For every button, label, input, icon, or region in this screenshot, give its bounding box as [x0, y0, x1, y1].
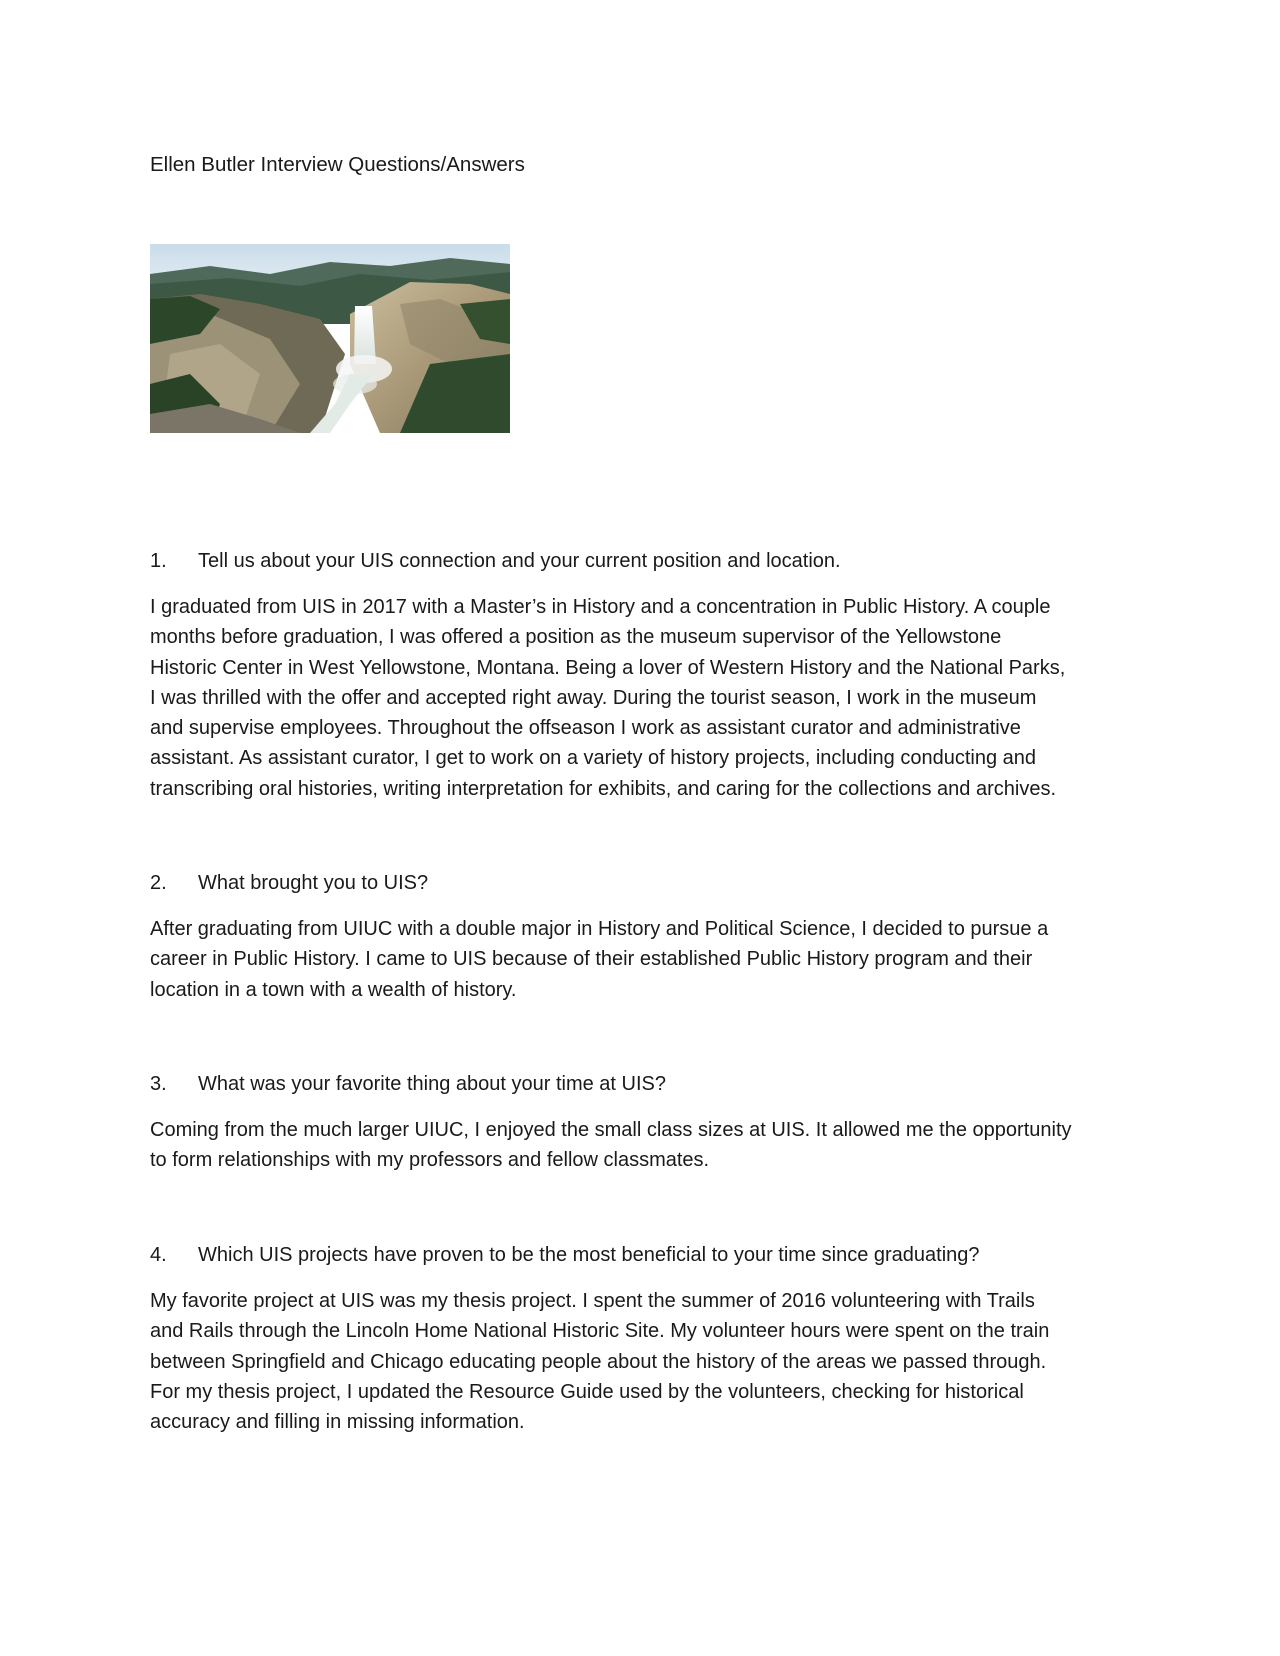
question-text: What was your favorite thing about your time at UIS?: [198, 1073, 666, 1095]
question-2: [150, 868, 1150, 898]
answer-line: transcribing oral histories, writing interpretation for exhibits, and caring for the collections and archives.: [150, 777, 1056, 800]
question-number: 3.: [150, 1073, 167, 1095]
question-text: Which UIS projects have proven to be the most beneficial to your time since graduating?: [198, 1244, 980, 1266]
answer-line: between Springfield and Chicago educating people about the history of the areas we passed through.: [150, 1350, 1047, 1373]
answer-line: accuracy and filling in missing information.: [150, 1411, 525, 1434]
question-text: Tell us about your UIS connection and your current position and location.: [198, 550, 841, 572]
answer-line: to form relationships with my professors and fellow classmates.: [150, 1149, 710, 1172]
answer-line: months before graduation, I was offered a position as the museum supervisor of the Yellowstone: [150, 626, 1002, 649]
question-text: What brought you to UIS?: [198, 872, 429, 894]
waterfall-canyon-photo: [150, 244, 510, 433]
qa-item-1: [150, 546, 1150, 804]
answer-line: location in a town with a wealth of history.: [150, 978, 517, 1001]
question-3: [150, 1069, 1150, 1099]
answer-line: career in Public History. I came to UIS because of their established Public History program and their: [150, 948, 1033, 971]
answer-line: and Rails through the Lincoln Home National Historic Site. My volunteer hours were spent on the train: [150, 1320, 1050, 1343]
qa-item-3: [150, 1069, 1150, 1176]
qa-item-4: [150, 1240, 1150, 1437]
question-number: 2.: [150, 872, 167, 894]
answer-line: I was thrilled with the offer and accepted right away. During the tourist season, I work in the museum: [150, 686, 1037, 709]
answer-line: I graduated from UIS in 2017 with a Master’s in History and a concentration in Public History. A couple: [150, 596, 1051, 618]
answer-line: assistant. As assistant curator, I get to work on a variety of history projects, including conducting and: [150, 747, 1037, 770]
answer-line: After graduating from UIUC with a double major in History and Political Science, I decided to pursue a: [150, 918, 1049, 940]
question-4: [150, 1240, 1150, 1270]
qa-item-2: [150, 868, 1150, 1005]
document-title: Ellen Butler Interview Questions/Answers: [150, 153, 525, 176]
question-1: [150, 546, 1150, 576]
question-number: 4.: [150, 1244, 167, 1266]
answer-1: [150, 592, 1150, 804]
answer-line: For my thesis project, I updated the Resource Guide used by the volunteers, checking for historical: [150, 1380, 1024, 1403]
answer-line: and supervise employees. Throughout the offseason I work as assistant curator and administrative: [150, 717, 1021, 740]
answer-4: [150, 1286, 1150, 1437]
answer-3: [150, 1115, 1150, 1176]
answer-line: Historic Center in West Yellowstone, Montana. Being a lover of Western History and the National Parks,: [150, 656, 1066, 679]
answer-2: [150, 914, 1150, 1005]
question-number: 1.: [150, 550, 167, 572]
answer-line: My favorite project at UIS was my thesis project. I spent the summer of 2016 volunteering with Trails: [150, 1290, 1035, 1312]
answer-line: Coming from the much larger UIUC, I enjoyed the small class sizes at UIS. It allowed me the opportunity: [150, 1119, 1072, 1141]
